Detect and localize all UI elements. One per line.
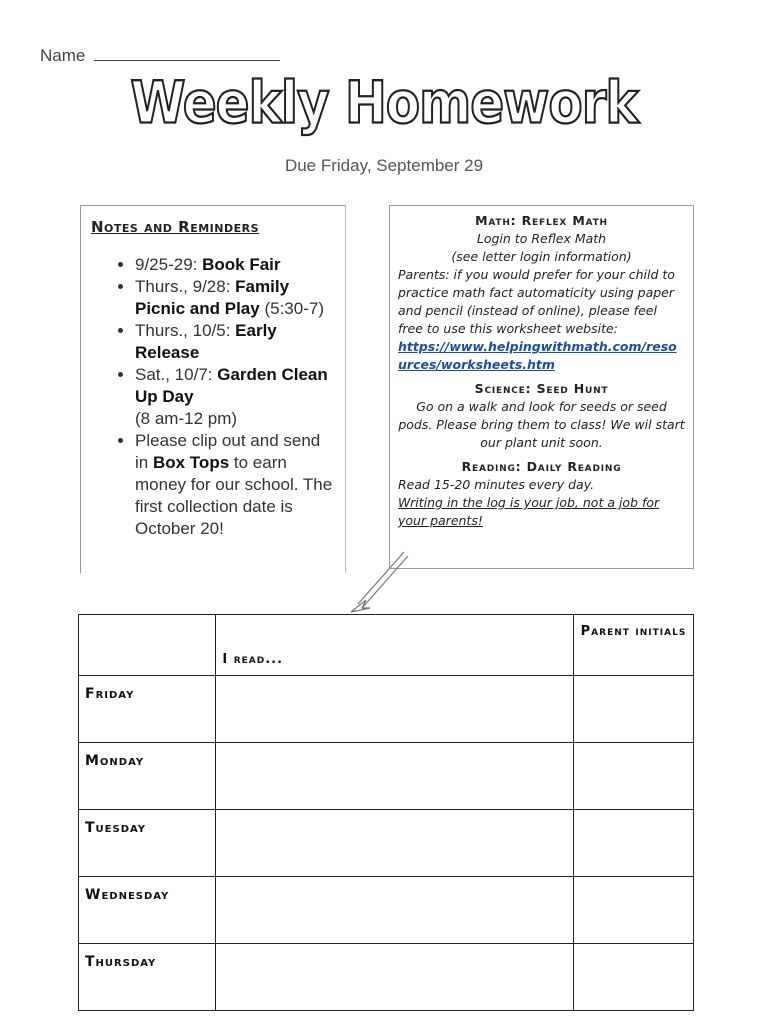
reading-entry-cell[interactable] (216, 743, 574, 810)
reading-entry-cell[interactable] (216, 676, 574, 743)
science-title: Science: Seed Hunt (474, 381, 609, 396)
initials-cell[interactable] (573, 676, 693, 743)
science-text: Go on a walk and look for seeds or seed pods. Please bring them to class! We wil start our plant unit soon. (398, 399, 685, 450)
reminder-item: • Thurs., 10/5: Early Release (135, 320, 335, 364)
header-parent-initials: Parent initials (573, 615, 693, 676)
reading-text: Read 15-20 minutes every day. (398, 477, 595, 492)
homework-box (389, 205, 694, 569)
reading-entry-cell[interactable] (216, 877, 574, 944)
initials-cell[interactable] (573, 810, 693, 877)
notes-heading: Notes and Reminders (91, 218, 259, 236)
math-title: Math: Reflex Math (475, 213, 608, 228)
table-row (79, 676, 694, 743)
day-label: Monday (79, 743, 216, 810)
header-i-read: I read... (216, 615, 574, 676)
initials-cell[interactable] (573, 877, 693, 944)
arrow-icon (348, 548, 418, 618)
math-line2: (see letter login information) (451, 249, 632, 264)
table-header-row (79, 615, 694, 676)
reading-entry-cell[interactable] (216, 944, 574, 1011)
table-row (79, 810, 694, 877)
name-label: Name (40, 46, 86, 65)
math-parents-note: Parents: if you would prefer for your child to practice math fact automaticity using paper and pencil (instead of online), please feel free to use this worksheet website: (398, 267, 675, 336)
reading-title: Reading: Daily Reading (461, 459, 622, 474)
math-line1: Login to Reflex Math (476, 231, 607, 246)
table-row (79, 944, 694, 1011)
name-blank-line (94, 48, 280, 61)
table-row (79, 743, 694, 810)
due-date: Due Friday, September 29 (284, 156, 484, 175)
table-row (79, 877, 694, 944)
initials-cell[interactable] (573, 743, 693, 810)
page-title: Weekly Homework (130, 69, 638, 137)
reading-note: Writing in the log is your job, not a job for your parents! (398, 495, 660, 528)
day-label: Wednesday (79, 877, 216, 944)
header-blank-cell (79, 615, 216, 676)
name-field (40, 46, 280, 66)
reminder-item: • Please clip out and send in Box Tops to earn money for our school. The first collection date is October 20! (135, 430, 335, 540)
worksheet-link[interactable]: https://www.helpingwithmath.com/resources/worksheets.htm (398, 339, 677, 372)
reading-entry-cell[interactable] (216, 810, 574, 877)
reading-log-table (78, 614, 694, 1011)
reminder-item: • 9/25-29: Book Fair (135, 254, 335, 276)
day-label: Friday (79, 676, 216, 743)
day-label: Thursday (79, 944, 216, 1011)
reminder-item: • Sat., 10/7: Garden Clean Up Day (8 am-12 pm) (135, 364, 335, 430)
day-label: Tuesday (79, 810, 216, 877)
notes-and-reminders-box (80, 205, 346, 573)
initials-cell[interactable] (573, 944, 693, 1011)
reminder-item: • Thurs., 9/28: Family Picnic and Play (5:30-7) (135, 276, 335, 320)
reminders-list (91, 254, 335, 540)
